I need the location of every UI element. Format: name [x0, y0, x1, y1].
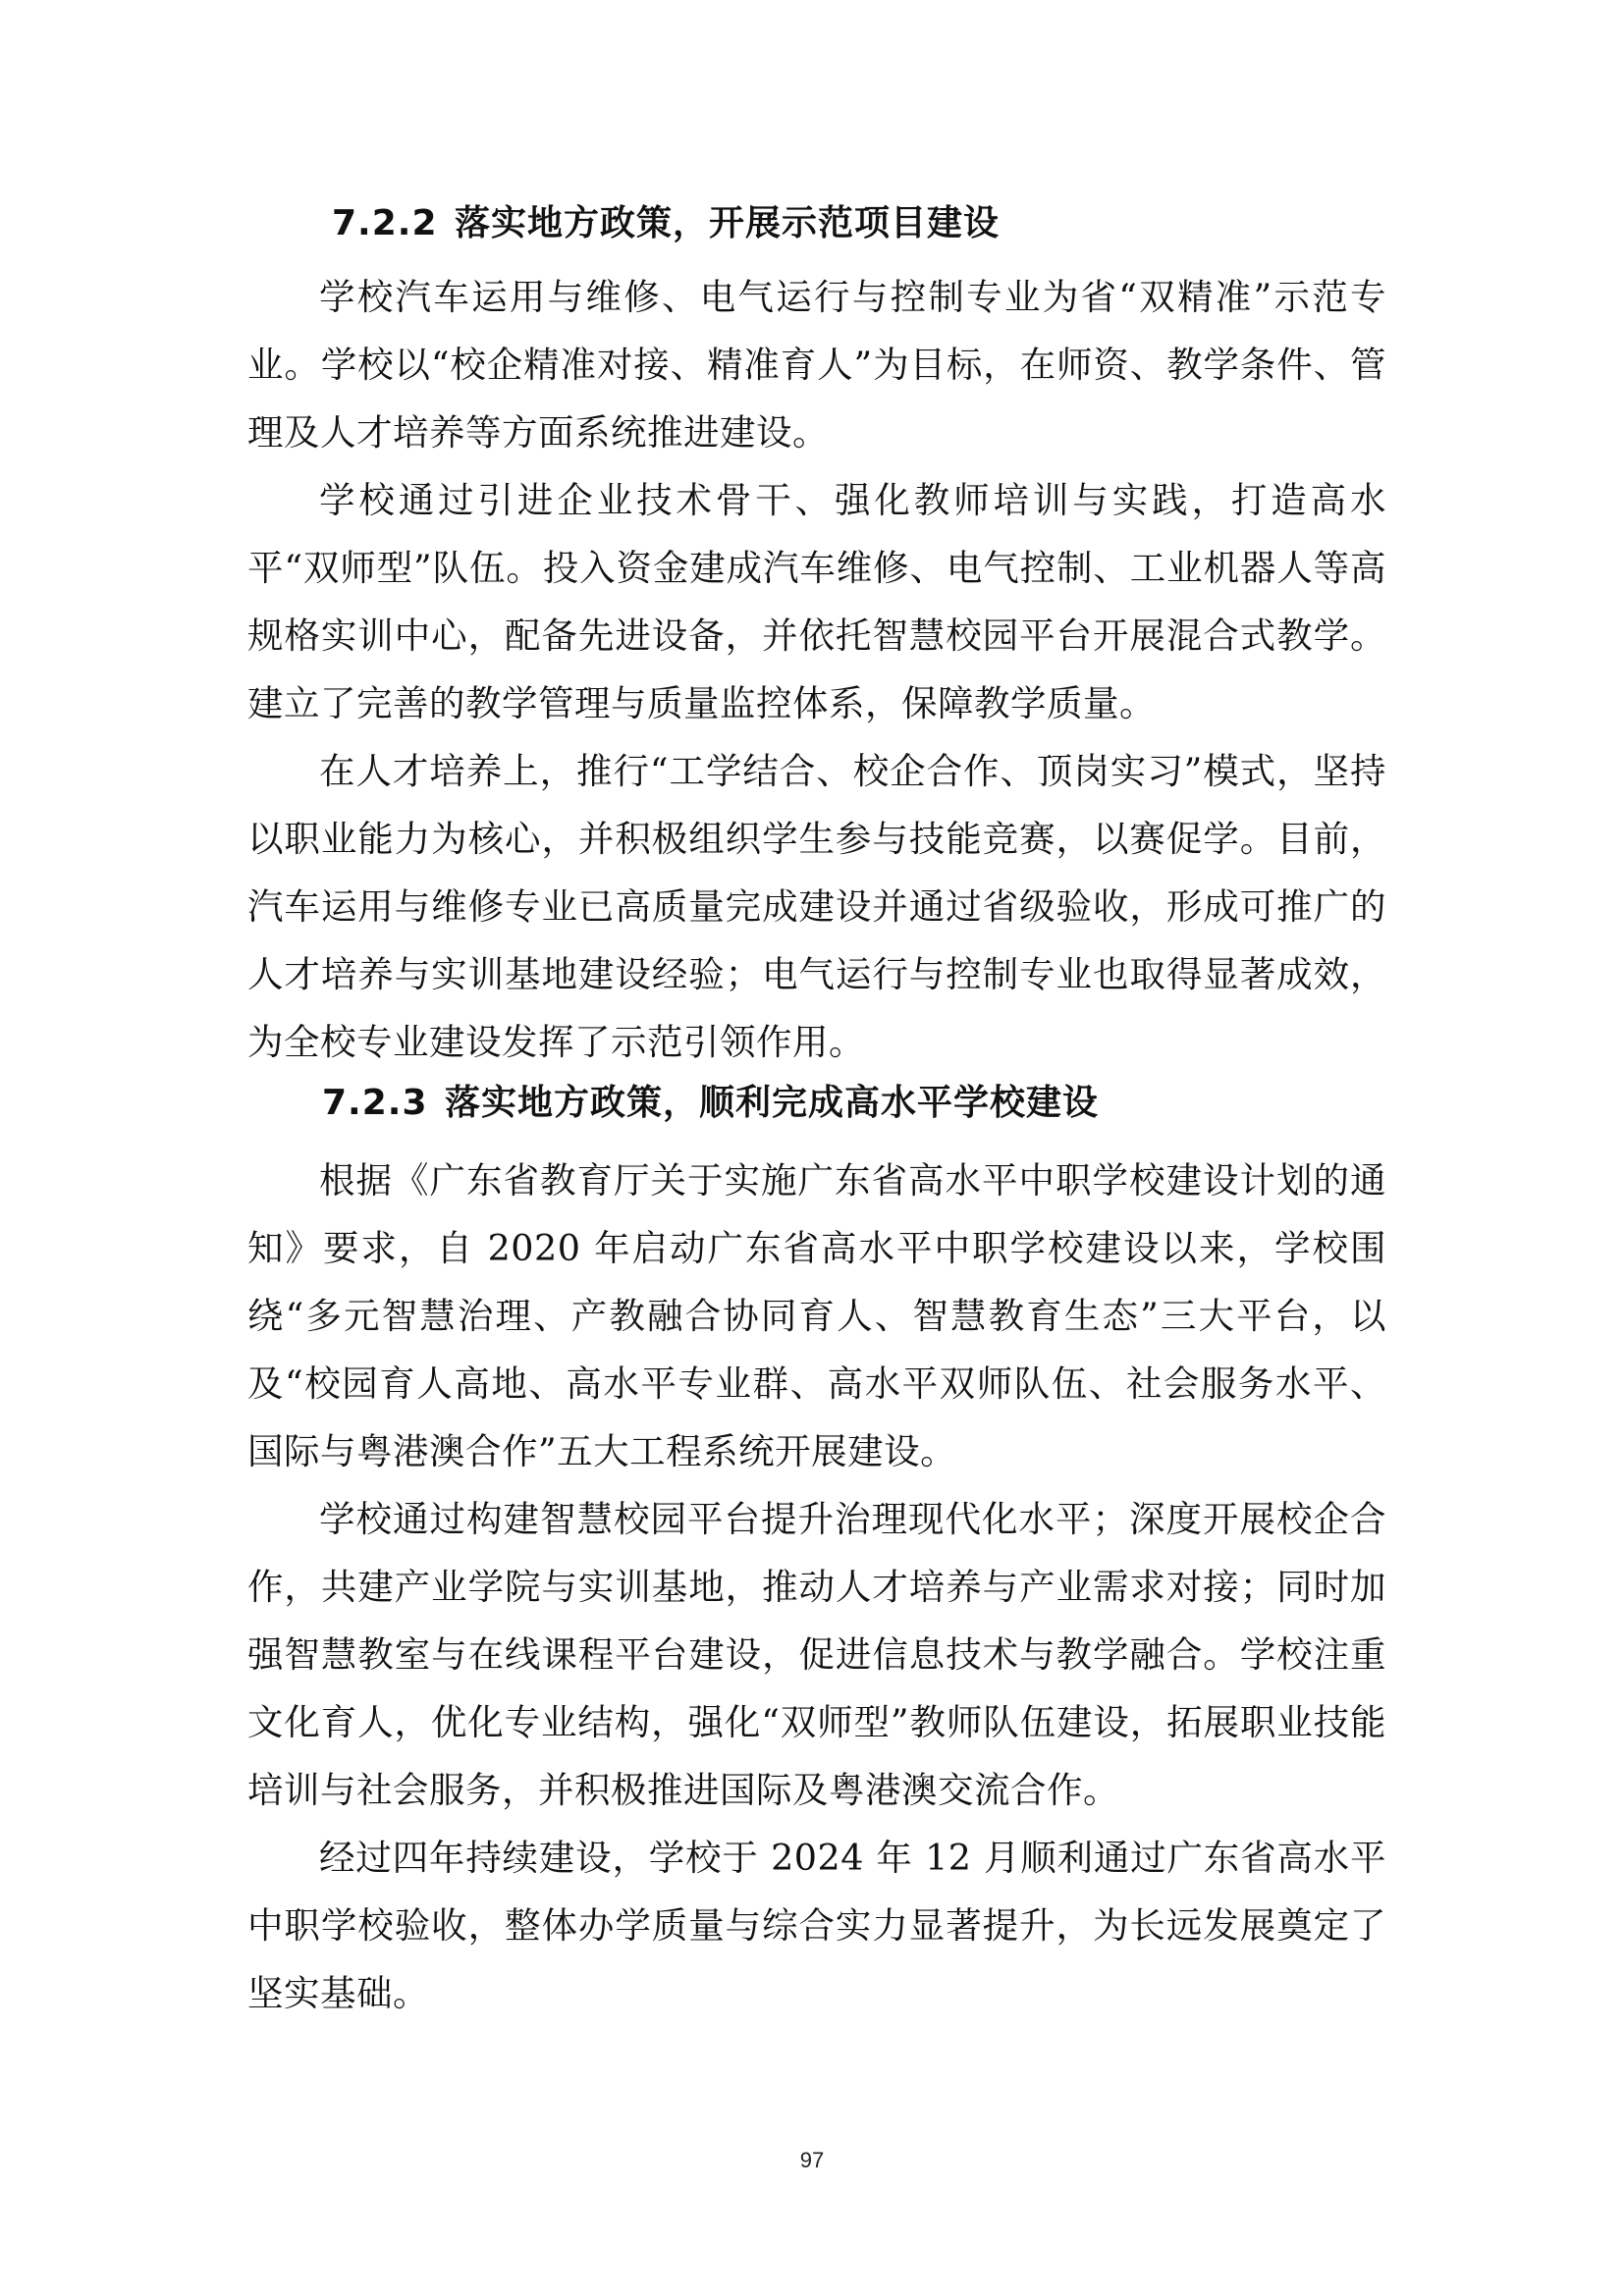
section-title: 落实地方政策，顺利完成高水平学校建设 — [445, 1083, 1100, 1123]
section-heading-7-2-2 — [247, 200, 1386, 247]
section-number: 7.2.3 — [322, 1083, 428, 1123]
paragraph: 学校通过构建智慧校园平台提升治理现代化水平；深度开展校企合作，共建产业学院与实训基地，推动人才培养与产业需求对接；同时加强智慧教室与在线课程平台建设，促进信息技术与教学融合。学校注重文化育人，优化专业结构，强化“双师型”教师队伍建设，拓展职业技能培训与社会服务，并积极推进国际及粤港澳交流合作。 — [247, 1498, 1386, 1811]
section-number: 7.2.2 — [332, 203, 438, 243]
page-number: 97 — [799, 2148, 825, 2172]
paragraph: 经过四年持续建设，学校于 2024 年 12 月顺利通过广东省高水平中职学校验收，整体办学质量与综合实力显著提升，为长远发展奠定了坚实基础。 — [247, 1837, 1386, 2014]
paragraph: 学校汽车运用与维修、电气运行与控制专业为省“双精准”示范专业。学校以“校企精准对接、精准育人”为目标，在师资、教学条件、管理及人才培养等方面系统推进建设。 — [247, 276, 1386, 454]
paragraph: 学校通过引进企业技术骨干、强化教师培训与实践，打造高水平“双师型”队伍。投入资金建成汽车维修、电气控制、工业机器人等高规格实训中心，配备先进设备，并依托智慧校园平台开展混合式教学。建立了完善的教学管理与质量监控体系，保障教学质量。 — [247, 479, 1386, 724]
section-heading-7-2-3 — [247, 1080, 1386, 1127]
paragraph: 根据《广东省教育厅关于实施广东省高水平中职学校建设计划的通知》要求，自 2020 年启动广东省高水平中职学校建设以来，学校围绕“多元智慧治理、产教融合协同育人、智慧教育生态”三大平台，以及“校园育人高地、高水平专业群、高水平双师队伍、社会服务水平、国际与粤港澳合作”五大工程系统开展建设。 — [247, 1159, 1386, 1472]
page-content — [247, 187, 1386, 2027]
paragraph: 在人才培养上，推行“工学结合、校企合作、顶岗实习”模式，坚持以职业能力为核心，并积极组织学生参与技能竞赛，以赛促学。目前，汽车运用与维修专业已高质量完成建设并通过省级验收，形成可推广的人才培养与实训基地建设经验；电气运行与控制专业也取得显著成效，为全校专业建设发挥了示范引领作用。 — [247, 750, 1386, 1063]
section-title: 落实地方政策，开展示范项目建设 — [455, 203, 1001, 243]
